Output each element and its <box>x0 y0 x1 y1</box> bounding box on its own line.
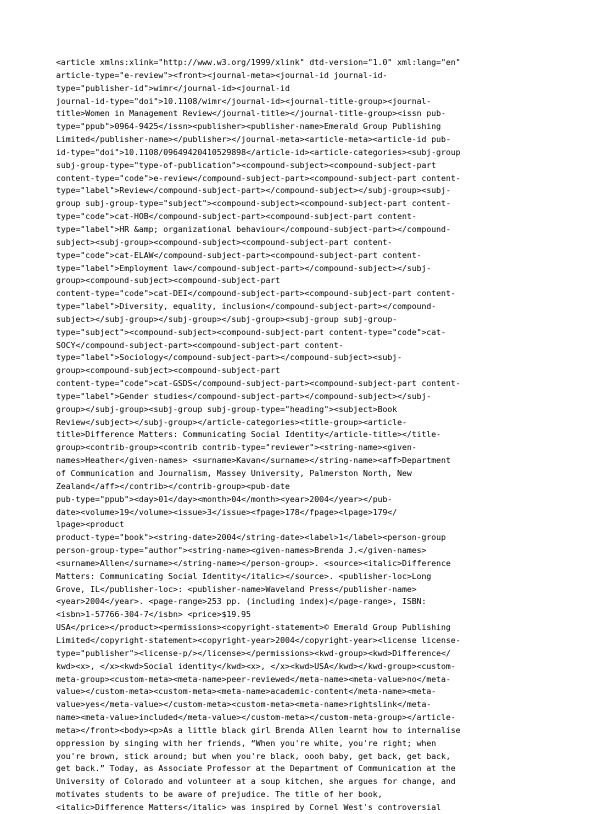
text-line: type="ppub">0964-9425</issn><publisher><publisher-name>Emerald Group Publishing <box>56 121 441 132</box>
text-line: <isbn>1-57766-304-7</isbn> <price>$19.95 <box>56 609 251 620</box>
text-line: <surname>Allen</surname></string-name></person-group>. <source><italic>Difference <box>56 557 451 568</box>
text-line: get back.” Today, as Associate Professor at the Department of Communication at the <box>56 763 456 774</box>
text-line: of Communication and Journalism, Massey University, Palmerston North, New <box>56 468 412 478</box>
text-line: subject><subj-group><compound-subject><compound-subject-part content- <box>56 236 393 247</box>
text-line: group subj-group-type="subject"><compound-subject><compound-subject-part content- <box>56 198 451 209</box>
text-line: type="code">cat-HOB</compound-subject-part><compound-subject-part content- <box>56 211 417 222</box>
text-line: <italic>Difference Matters</italic> was inspired by Cornel West's controversial <box>56 801 441 812</box>
text-line: content-type="code">cat-GSDS</compound-subject-part><compound-subject-part content- <box>56 378 461 389</box>
text-line: name><meta-value>included</meta-value></custom-meta></custom-meta-group></article- <box>56 712 456 723</box>
text-line: type="label">Review</compound-subject-part></compound-subject></subj-group><subj- <box>56 185 451 196</box>
text-line: <year>2004</year>. <page-range>253 pp. (including index)</page-range>, ISBN: <box>56 596 427 607</box>
text-line: oppression by singing with her friends, “When you're white, you're right; when <box>56 737 437 748</box>
text-line: type="label">Sociology</compound-subject-part></compound-subject><subj- <box>56 352 402 363</box>
text-line: subj-group-type="type-of-publication"><compound-subject><compound-subject-part <box>56 159 437 170</box>
text-line: value></custom-meta><custom-meta><meta-name>academic-content</meta-name><meta- <box>56 686 437 697</box>
text-line: type="subject"><compound-subject><compound-subject-part content-type="code">cat- <box>56 326 446 337</box>
text-line: date><volume>19</volume><issue>3</issue><fpage>178</fpage><lpage>179</ <box>56 506 398 517</box>
text-line: Zealand</aff></contrib></contrib-group><pub-date <box>56 480 290 491</box>
text-line: title>Difference Matters: Communicating Social Identity</article-title></title- <box>56 429 441 440</box>
text-line: type="publisher-id">wimr</journal-id><journal-id <box>56 82 290 93</box>
text-line: Limited</publisher-name></publisher></journal-meta><article-meta><article-id pub- <box>56 134 451 145</box>
text-line: meta></front><body><p>As a little black girl Brenda Allen learnt how to internalise <box>56 724 461 735</box>
text-line: pub-type="ppub"><day>01</day><month>04</month><year>2004</year></pub- <box>56 493 393 504</box>
text-line: <article xmlns:xlink="http://www.w3.org/1999/xlink" dtd-version="1.0" xml:lang="en" <box>56 57 461 67</box>
text-line: names>Heather</given-names> <surname>Kavan</surname></string-name><aff>Department <box>56 455 451 466</box>
text-line: Matters: Communicating Social Identity</italic></source>. <publisher-loc>Long <box>56 570 432 581</box>
text-line: id-type="doi">10.1108/09649420410529898</article-id><article-categories><subj-group <box>56 146 461 157</box>
text-line: USA</price></product><permissions><copyright-statement>© Emerald Group Publishing <box>56 622 451 633</box>
text-line: content-type="code">cat-DEI</compound-subject-part><compound-subject-part content- <box>56 288 456 299</box>
text-line: lpage><product <box>56 519 125 530</box>
text-line: motivates students to be aware of prejudice. The title of her book, <box>56 789 383 800</box>
text-line: content-type="code">e-review</compound-subject-part><compound-subject-part content- <box>56 172 461 183</box>
text-line: value>yes</meta-value></custom-meta><custom-meta><meta-name>rightslink</meta- <box>56 699 432 710</box>
text-line: Grove, IL</publisher-loc>: <publisher-name>Waveland Press</publisher-name> <box>56 583 417 594</box>
text-line: group></subj-group><subj-group subj-group-type="heading"><subject>Book <box>56 403 398 414</box>
text-line: subject></subj-group></subj-group></subj-group><subj-group subj-group- <box>56 313 398 324</box>
text-line: title>Women in Management Review</journal-title></journal-title-group><issn pub- <box>56 108 446 119</box>
text-line: meta-group><custom-meta><meta-name>peer-reviewed</meta-name><meta-value>no</meta- <box>56 673 451 684</box>
text-line: type="label">Diversity, equality, inclusion</compound-subject-part></compound- <box>56 301 437 312</box>
text-line: kwd><x>, </x><kwd>Social identity</kwd><x>, </x><kwd>USA</kwd></kwd-group><custom- <box>56 660 456 671</box>
text-line: journal-id-type="doi">10.1108/wimr</journal-id><journal-title-group><journal- <box>56 95 432 106</box>
text-line: type="label">Gender studies</compound-subject-part></compound-subject></subj- <box>56 390 432 401</box>
text-line: group><compound-subject><compound-subject-part <box>56 365 281 376</box>
text-line: article-type="e-review"><front><journal-meta><journal-id journal-id- <box>56 69 388 80</box>
text-line: University of Colorado and volunteer at a soup kitchen, she argues for change, and <box>56 776 456 787</box>
text-line: person-group-type="author"><string-name><given-names>Brenda J.</given-names> <box>56 545 427 556</box>
text-line: type="code">cat-ELAW</compound-subject-part><compound-subject-part content- <box>56 249 422 260</box>
xml-source-text <box>56 56 556 814</box>
text-line: you're brown, stick around; but when you're black, oooh baby, get back, get back, <box>56 750 451 761</box>
text-line: SOCY</compound-subject-part><compound-subject-part content- <box>56 339 344 350</box>
text-line: group><compound-subject><compound-subject-part <box>56 275 281 286</box>
text-line: product-type="book"><string-date>2004</string-date><label>1</label><person-group <box>56 532 446 543</box>
text-line: Review</subject></subj-group></article-categories><title-group><article- <box>56 416 407 427</box>
text-line: type="label">HR &amp; organizational behaviour</compound-subject-part></compound- <box>56 223 451 234</box>
text-line: type="publisher"><license-p/></license></permissions><kwd-group><kwd>Difference</ <box>56 647 451 658</box>
text-line: group><contrib-group><contrib contrib-type="reviewer"><string-name><given- <box>56 442 417 453</box>
text-line: Limited</copyright-statement><copyright-year>2004</copyright-year><license license- <box>56 634 461 645</box>
text-line: type="label">Employment law</compound-subject-part></compound-subject></subj- <box>56 262 432 273</box>
